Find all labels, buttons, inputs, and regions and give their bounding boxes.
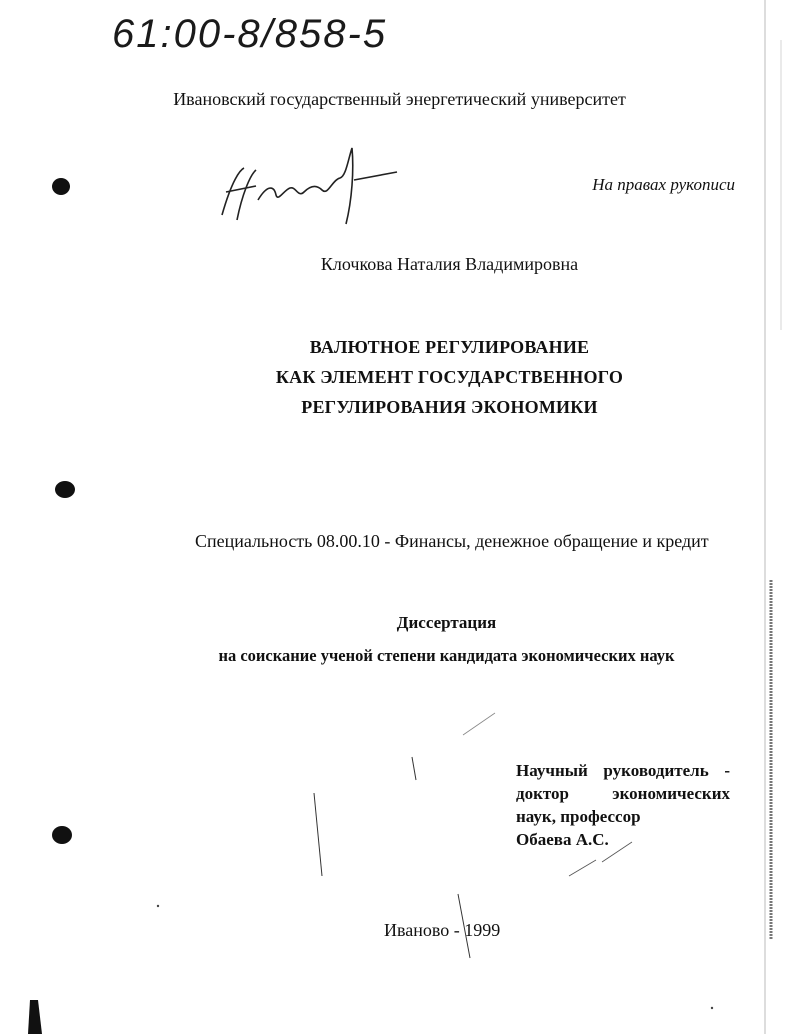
- dissertation-label: Диссертация: [396, 613, 497, 632]
- university-name: Ивановский государственный энергетический университет: [173, 89, 626, 109]
- title-line: КАК ЭЛЕМЕНТ ГОСУДАРСТВЕННОГО: [275, 367, 624, 387]
- supervisor-line: наук, профессор: [516, 807, 641, 826]
- supervisor-name: Обаева А.С.: [516, 830, 609, 849]
- specialty-line: Специальность 08.00.10 - Финансы, денежное обращение и кредит: [195, 531, 709, 551]
- degree-text: на соискание ученой степени кандидата экономических наук: [218, 646, 675, 665]
- supervisor-line: Научный руководитель -: [516, 761, 730, 780]
- archive-code-handwritten: 61:00-8/858-5: [112, 12, 388, 56]
- title-line: ВАЛЮТНОЕ РЕГУЛИРОВАНИЕ: [309, 337, 590, 357]
- title-line: РЕГУЛИРОВАНИЯ ЭКОНОМИКИ: [301, 397, 598, 417]
- author-name: Клочкова Наталия Владимировна: [320, 254, 579, 274]
- manuscript-rights-note: На правах рукописи: [592, 175, 735, 194]
- city-year: Иваново - 1999: [384, 920, 501, 940]
- supervisor-line: доктор экономических: [516, 784, 730, 803]
